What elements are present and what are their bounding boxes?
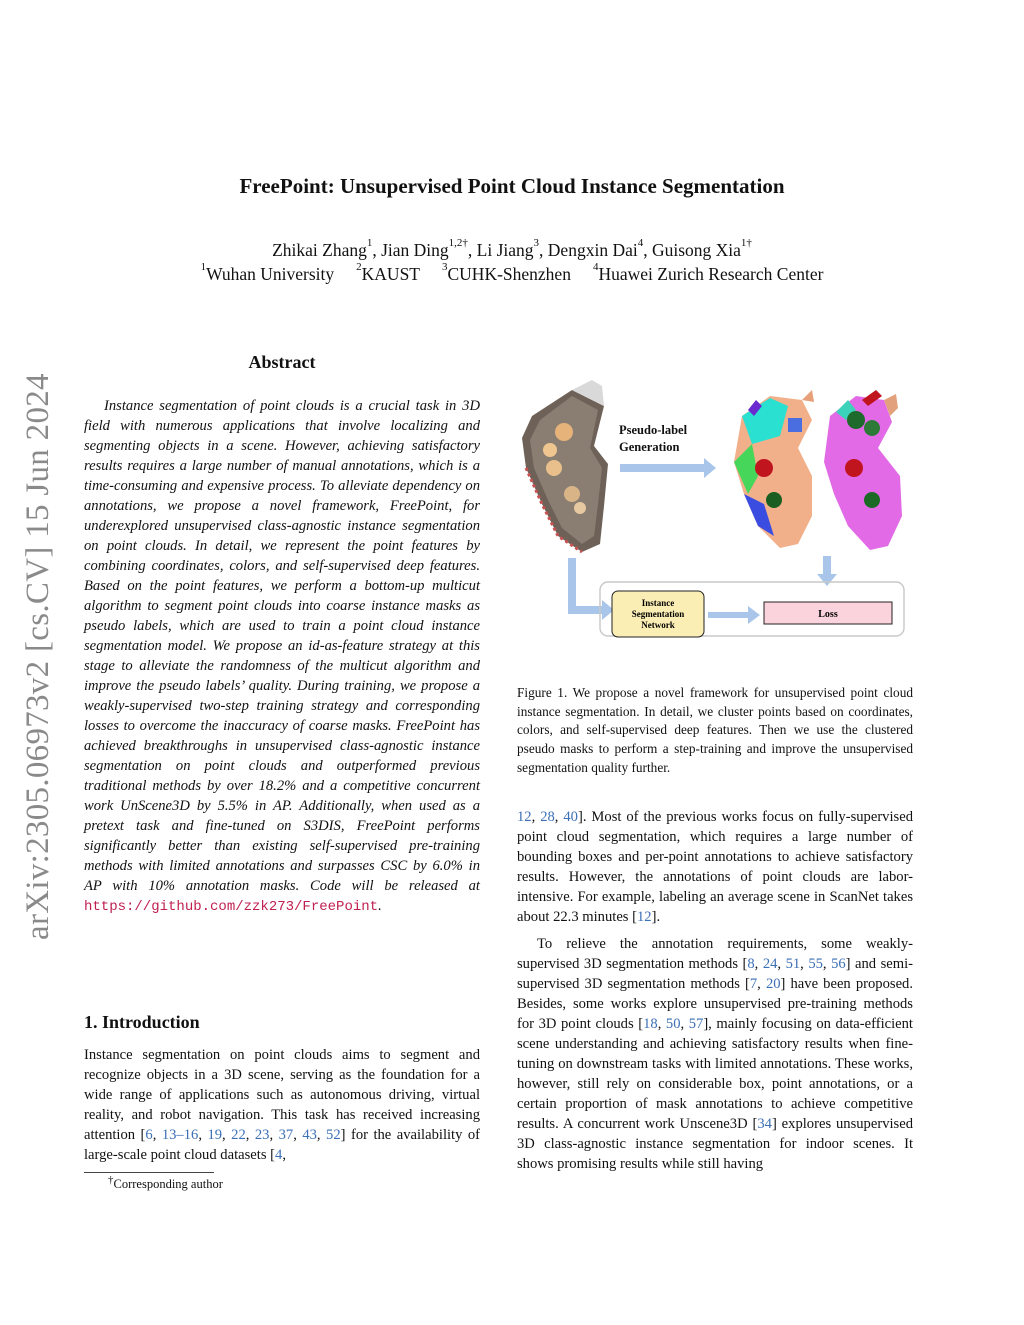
- citation-link[interactable]: 28: [540, 809, 555, 825]
- body-text: ] have been proposed. Besides, some works explore unsupervised pre-training methods for 3D point clouds [: [517, 976, 913, 1032]
- citation-link[interactable]: 19: [207, 1127, 223, 1143]
- figure-label-generation: Generation: [619, 440, 680, 454]
- abstract-text: Instance segmentation of point clouds is a crucial task in 3D field with numerous applications that involve localizing and segmenting objects in a scene. However, achieving satisfactory results requires a large number of manual annotations, which is a time-consuming and expensive process. To alleviate dependency on annotations, we propose a novel framework, FreePoint, for underexplored unsupervised class-agnostic instance segmentation on point clouds. In detail, we represent the point features by combining coordinates, colors, and self-supervised deep features. Based on the point features, we perform a bottom-up multicut algorithm to segment point clouds into coarse instance masks as pseudo labels, which are used to train a point cloud instance segmentation model. We propose an id-as-feature strategy at this stage to alleviate the randomness of the multicut algorithm and improve the pseudo labels’ quality. During training, we propose a weakly-supervised two-step training strategy and corresponding losses to overcome the inaccuracy of coarse masks. FreePoint has achieved breakthroughs in unsupervised class-agnostic instance segmentation on point clouds and outperformed previous traditional methods by over 18.2% and a competitive concurrent work UnScene3D by 5.5% in AP. Additionally, when used as a pretext task and fine-tuned on S3DIS, FreePoint performs significantly better than existing self-supervised pre-training methods with limited annotations and surpasses CSC by 6.0% in AP with 10% annotation masks. Code will be released at: [84, 398, 480, 894]
- citation-link[interactable]: 12: [517, 809, 532, 825]
- refined-segmentation-point-cloud: [824, 390, 902, 550]
- citation-link[interactable]: 23: [254, 1127, 270, 1143]
- pseudo-label-point-cloud: [734, 390, 814, 548]
- body-text: ]. Most of the previous works focus on fully-supervised point cloud segmentation, which requires a large number of bounding boxes and per-point annotations to achieve satisfactory results. However, the annotations of point clouds are labor-intensive. For example, labeling an average scene in ScanNet takes about 22.3 minutes [: [517, 809, 913, 925]
- citation-link[interactable]: 50: [665, 1016, 681, 1032]
- author-name: Dengxin Dai: [547, 240, 638, 260]
- citation-link[interactable]: 8: [747, 956, 755, 972]
- network-label-line-1: Instance: [641, 598, 675, 608]
- author-list: Zhikai Zhang$^1$, Jian Ding$^{1,2\dagger}$, Li Jiang$^3$, Dengxin Dai$^4$, Guisong Xia$^{1\dagger}$: [272, 237, 752, 260]
- citation-link[interactable]: 4: [275, 1147, 283, 1163]
- footnote-mark: †: [108, 1174, 114, 1186]
- citation-link[interactable]: 37: [278, 1127, 294, 1143]
- figure-1-diagram: [512, 376, 922, 648]
- body-text: ].: [651, 909, 661, 925]
- network-label-line-2: Segmentation: [631, 609, 685, 619]
- figure-caption: Figure 1. We propose a novel framework for unsupervised point cloud instance segmentation. In detail, we cluster points based on coordinates, colors, and self-supervised deep features. Then we use the clustered pseudo masks to perform a step-training and improve the unsupervised segmentation quality further.: [517, 685, 913, 775]
- citation-link[interactable]: 57: [688, 1016, 704, 1032]
- author-affiliation-mark: 4: [637, 237, 644, 249]
- network-label-line-3: Network: [641, 620, 675, 630]
- citation-link[interactable]: 6: [145, 1127, 153, 1143]
- citation-link[interactable]: 13–16: [161, 1127, 199, 1143]
- citation-link[interactable]: 20: [765, 976, 781, 992]
- footnote-text: Corresponding author: [113, 1177, 223, 1191]
- citation-link[interactable]: 7: [749, 976, 758, 992]
- citation-group: 7, 20: [749, 976, 781, 992]
- abstract-end: .: [378, 898, 382, 914]
- introduction-body: [84, 1045, 480, 1165]
- footnote: [108, 1174, 223, 1192]
- author-name: Guisong Xia: [651, 240, 741, 260]
- citation-link[interactable]: 34: [757, 1116, 772, 1132]
- intro-text: ,: [282, 1147, 286, 1163]
- author-name: Jian Ding: [381, 240, 449, 260]
- citation-group: 18, 50, 57: [643, 1016, 704, 1032]
- citation-link[interactable]: 12: [636, 909, 652, 925]
- citation-group: 12, 28, 40: [517, 809, 578, 825]
- arxiv-identifier: arXiv:2305.06973v2 [cs.CV] 15 Jun 2024: [20, 373, 56, 940]
- arrow-pseudo-label: [620, 458, 716, 478]
- body-text: ] and semi-supervised 3D segmentation methods [: [517, 956, 914, 992]
- body-text: ] explores unsupervised 3D class-agnostic instance segmentation for indoor scenes. It shows promising results while still having: [517, 1116, 914, 1172]
- section-heading-introduction: 1. Introduction: [84, 1012, 200, 1032]
- loss-label: Loss: [818, 609, 838, 620]
- citation-link[interactable]: 40: [563, 809, 578, 825]
- citation-group: 6, 13–16, 19, 22, 23, 37, 43, 52: [145, 1127, 341, 1143]
- citation-link[interactable]: 22: [231, 1127, 246, 1143]
- figure-label-pseudo-label: Pseudo-label: [619, 423, 688, 437]
- affiliation-list: [0, 261, 1024, 285]
- citation-group: 8, 24, 51, 55, 56: [747, 956, 846, 972]
- arrow-network-to-loss: [708, 606, 760, 624]
- author-affiliation-mark: 3: [533, 237, 540, 249]
- citation-link[interactable]: 24: [762, 956, 778, 972]
- code-link[interactable]: https://github.com/zzk273/FreePoint: [84, 899, 379, 915]
- author-affiliation-mark: 1: [366, 237, 373, 249]
- body-text: To relieve the annotation requirements, some weakly-supervised 3D segmentation methods [: [517, 936, 913, 972]
- citation-link[interactable]: 52: [326, 1127, 341, 1143]
- author-name: Zhikai Zhang: [272, 240, 367, 260]
- author-affiliation-mark: 1†: [740, 237, 752, 249]
- paper-title: FreePoint: Unsupervised Point Cloud Instance Segmentation: [239, 174, 785, 198]
- intro-text: Instance segmentation on point clouds aims to segment and recognize objects in a 3D scene, serving as the foundation for a wide range of applications such as autonomous driving, virtual reality, and robot navigation. This task has received increasing attention [: [84, 1047, 480, 1143]
- citation-link[interactable]: 51: [785, 956, 801, 972]
- citation-link[interactable]: 55: [808, 956, 823, 972]
- affiliation: $^1$Wuhan University: [200, 261, 335, 284]
- author-name: Li Jiang: [476, 240, 534, 260]
- affiliation: $^4$Huawei Zurich Research Center: [592, 261, 824, 284]
- intro-text: ] for the availability of large-scale point cloud datasets [: [84, 1127, 481, 1163]
- footnote-rule: [84, 1172, 214, 1173]
- body-text: ], mainly focusing on data-efficient scene understanding and achieving satisfactory results when fine-tuning on downstream tasks with limited annotations. These works, however, still rely on considerable box, point annotations, or a certain proportion of mask annotations to achieve competitive results. A concurrent work Unscene3D [: [517, 1016, 913, 1132]
- input-point-cloud-image: [522, 380, 608, 552]
- citation-link[interactable]: 56: [831, 956, 846, 972]
- abstract-heading: Abstract: [248, 352, 316, 372]
- right-column-body: [517, 807, 913, 1174]
- abstract-body: [84, 396, 480, 917]
- citation-link[interactable]: 18: [643, 1016, 658, 1032]
- citation-link[interactable]: 43: [302, 1127, 317, 1143]
- affiliation: $^3$CUHK-Shenzhen: [442, 261, 571, 284]
- author-affiliation-mark: 1,2†: [448, 237, 468, 249]
- affiliation: $^2$KAUST: [356, 261, 420, 284]
- arrow-to-network: [568, 558, 614, 620]
